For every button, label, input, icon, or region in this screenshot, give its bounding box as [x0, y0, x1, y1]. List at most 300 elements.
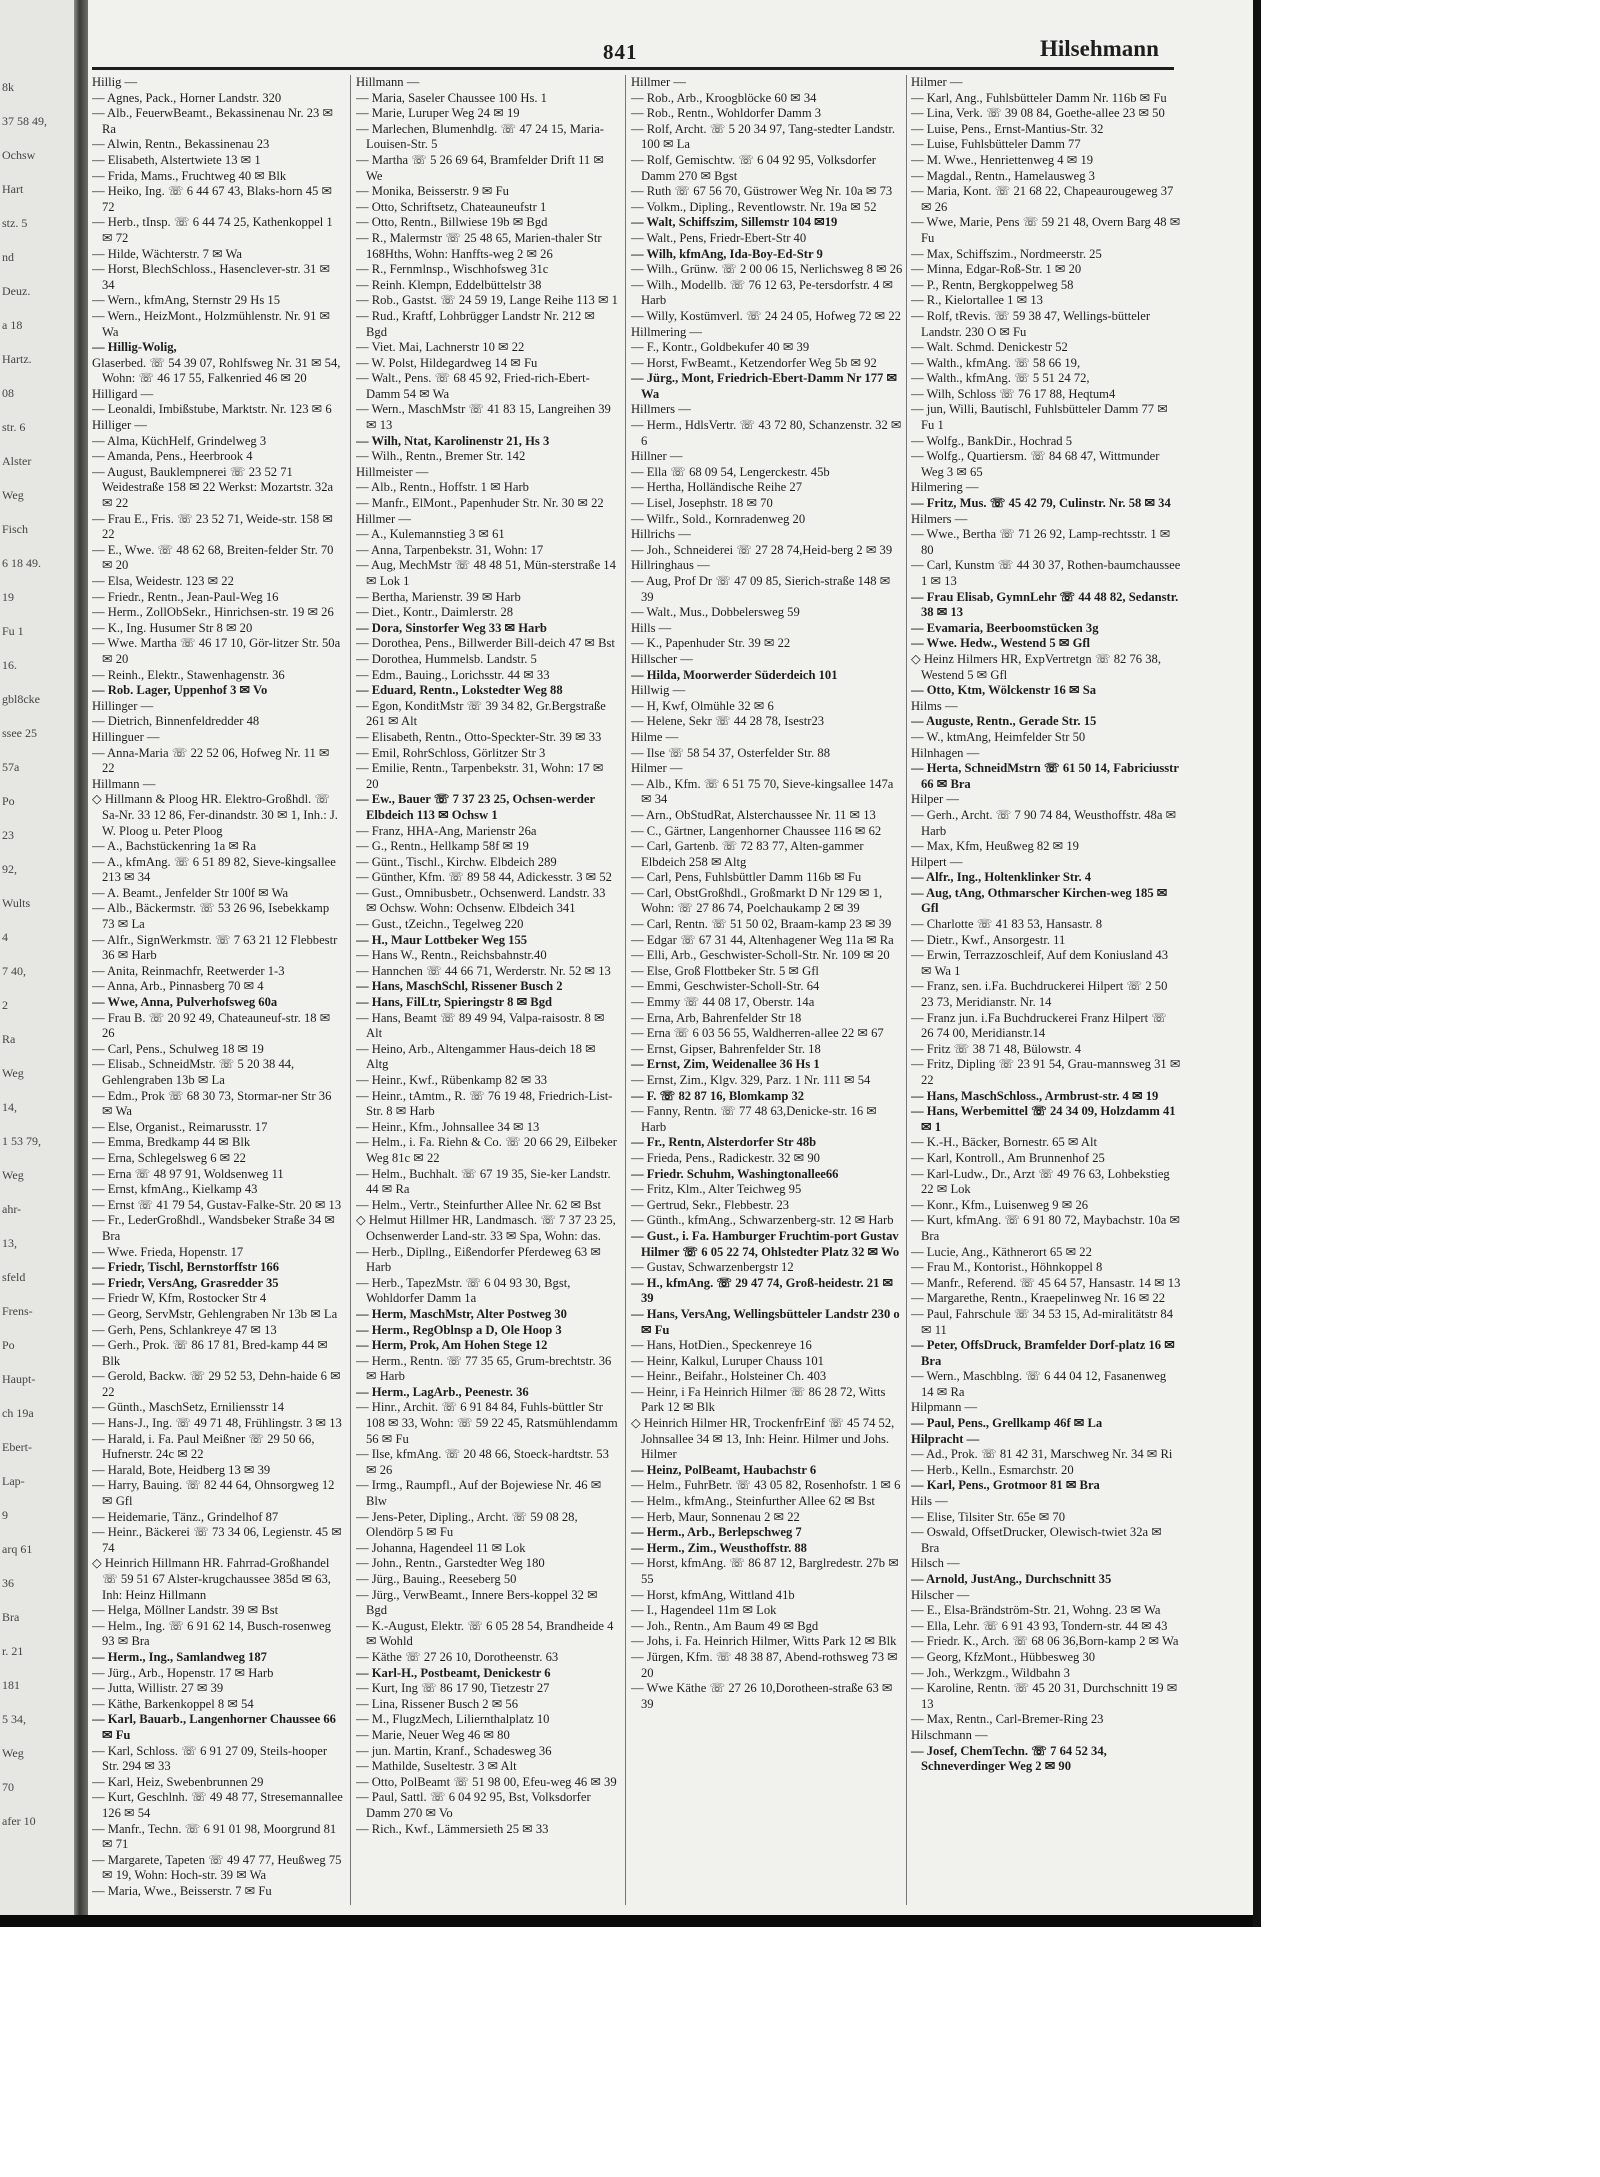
directory-entry: — R., Fernmlnsp., Wischhofsweg 31c — [356, 262, 549, 277]
directory-entry: — Elisabeth, Alstertwiete 13 ✉ 1 — [92, 152, 261, 167]
directory-entry: — F. ☏ 82 87 16, Blomkamp 32 — [631, 1088, 805, 1103]
directory-entry: — Frau M., Kontorist., Höhnkoppel 8 — [911, 1260, 1103, 1275]
directory-entry: — K.-H., Bäcker, Bornestr. 65 ✉ Alt — [911, 1135, 1097, 1150]
directory-entry: — Anna, Arb., Pinnasberg 70 ✉ 4 — [92, 979, 264, 994]
directory-entry: Hilpracht — — [911, 1431, 980, 1446]
directory-entry: — Harald, Bote, Heidberg 13 ✉ 39 — [92, 1462, 271, 1477]
directory-entry: — Rob., Arb., Kroogblöcke 60 ✉ 34 — [631, 90, 817, 105]
directory-entry: — Hans, HotDien., Speckenreye 16 — [631, 1338, 812, 1353]
directory-entry: — F., Kontr., Goldbekufer 40 ✉ 39 — [631, 340, 810, 355]
book-gutter — [74, 0, 88, 1915]
directory-entry: — Horst, FwBeamt., Ketzendorfer Weg 5b ✉ 92 — [631, 355, 877, 370]
directory-entry: — I., Hagendeel 11m ✉ Lok — [631, 1603, 777, 1618]
directory-entry: — Emmi, Geschwister-Scholl-Str. 64 — [631, 979, 820, 994]
directory-entry: — Alb., Kfm. ☏ 6 51 75 70, Sieve-kingsallee 147a ✉ 34 — [631, 776, 894, 807]
directory-entry: — Karoline, Rentn. ☏ 45 20 31, Durchschnitt 19 ✉ 13 — [911, 1681, 1178, 1711]
directory-entry: — Dietrich, Binnenfeldredder 48 — [92, 714, 260, 729]
directory-entry: — Kurt, kfmAng. ☏ 6 91 80 72, Maybachstr. 10a ✉ Bra — [911, 1213, 1181, 1243]
directory-entry: — Peter, OffsDruck, Bramfelder Dorf-platz 16 ✉ Bra — [911, 1338, 1175, 1368]
directory-entry: — Jutta, Willistr. 27 ✉ 39 — [92, 1681, 224, 1696]
directory-entry: — Alb., FeuerwBeamt., Bekassinenau Nr. 23 ✉ Ra — [92, 106, 334, 136]
directory-entry: — Marlechen, Blumenhdlg. ☏ 47 24 15, Maria-Louisen-Str. 5 — [356, 121, 604, 152]
directory-entry: — Anna-Maria ☏ 22 52 06, Hofweg Nr. 11 ✉ 22 — [92, 745, 330, 776]
directory-entry: — Gerold, Backw. ☏ 29 52 53, Dehn-haide 6 ✉ 22 — [92, 1369, 341, 1399]
directory-entry: — Helm., i. Fa. Riehn & Co. ☏ 20 66 29, Eilbeker Weg 81c ✉ 22 — [356, 1135, 617, 1165]
previous-page-fragment: 4 — [2, 930, 8, 944]
directory-entry: — Rud., Kraftf, Lohbrügger Landstr Nr. 212 ✉ Bgd — [356, 308, 595, 339]
directory-entry: — Gust., Omnibusbetr., Ochsenwerd. Landstr. 33 ✉ Ochsw. Wohn: Ochsenw. Elbdeich 341 — [356, 885, 606, 916]
directory-entry: — Elsa, Weidestr. 123 ✉ 22 — [92, 574, 234, 588]
directory-entry: — Martha ☏ 5 26 69 64, Bramfelder Drift 11 ✉ We — [356, 152, 604, 183]
previous-page-fragment: afer 10 — [2, 1814, 36, 1828]
previous-page-fragment: Bra — [2, 1610, 20, 1624]
directory-entry: — Manfr., Referend. ☏ 45 64 57, Hansastr. 14 ✉ 13 — [911, 1275, 1181, 1290]
surname-heading: Hilpmann — — [911, 1400, 978, 1415]
surname-heading: Hilliger — — [92, 418, 147, 433]
directory-entry: — E., Elsa-Brändström-Str. 21, Wohng. 23 ✉ Wa — [911, 1603, 1161, 1618]
directory-entry: — Günth., MaschSetz, Erniliensstr 14 — [92, 1400, 285, 1415]
previous-page-fragment: 13, — [2, 1236, 17, 1250]
directory-entry: — Friedr W, Kfm, Rostocker Str 4 — [92, 1291, 267, 1306]
directory-entry: — Ella, Lehr. ☏ 6 91 43 93, Tondern-str. 44 ✉ 43 — [911, 1618, 1168, 1633]
directory-entry: — Gust., i. Fa. Hamburger Fruchtim-port Gustav Hilmer ☏ 6 05 22 74, Ohlstedter Platz 32 ✉ Wo — [631, 1228, 900, 1259]
previous-page-fragment: 37 58 49, — [2, 114, 47, 128]
directory-entry: — Herb., tInsp. ☏ 6 44 74 25, Kathenkoppel 1 ✉ 72 — [92, 215, 333, 245]
directory-entry: — Konr., Kfm., Luisenweg 9 ✉ 26 — [911, 1197, 1089, 1212]
directory-entry: — Heinr, i Fa Heinrich Hilmer ☏ 86 28 72, Witts Park 12 ✉ Blk — [631, 1384, 886, 1415]
previous-page-fragment: Haupt- — [2, 1372, 36, 1386]
previous-page-fragment: str. 6 — [2, 420, 26, 434]
directory-entry: — Gerh., Prok. ☏ 86 17 81, Bred-kamp 44 ✉ Blk — [92, 1338, 328, 1368]
directory-entry: — Gustav, Schwarzenbergstr 12 — [631, 1260, 794, 1275]
directory-entry: — Hannchen ☏ 44 66 71, Werderstr. Nr. 52 ✉ 13 — [356, 963, 611, 978]
directory-entry: — Carl, Rentn. ☏ 51 50 02, Braam-kamp 23 ✉ 39 — [631, 917, 892, 932]
previous-page-fragment: 8k — [2, 80, 14, 94]
directory-entry: — Walt., Mus., Dobbelersweg 59 — [631, 605, 800, 620]
previous-page-fragment: arq 61 — [2, 1542, 33, 1556]
surname-heading: Hilms — — [911, 698, 958, 713]
directory-entry: — Heinr., Bäckerei ☏ 73 34 06, Legienstr. 45 ✉ 74 — [92, 1525, 342, 1555]
directory-entry: — Elisab., SchneidMstr. ☏ 5 20 38 44, Gehlengraben 13b ✉ La — [92, 1057, 295, 1087]
previous-page-fragment: Alster — [2, 454, 32, 468]
directory-entry: — Horst, BlechSchloss., Hasenclever-str. 31 ✉ 34 — [92, 262, 330, 292]
directory-entry: — Heinr., Kwf., Rübenkamp 82 ✉ 33 — [356, 1073, 548, 1087]
surname-heading: Hilmers — — [911, 511, 968, 526]
previous-page-fragment: gbl8cke — [2, 692, 40, 706]
directory-entry: — Josef, ChemTechn. ☏ 7 64 52 34, Schneverdinger Weg 2 ✉ 90 — [911, 1743, 1107, 1774]
directory-entry: — Dora, Sinstorfer Weg 33 ✉ Harb — [356, 620, 547, 635]
directory-entry: — Rob., Rentn., Wohldorfer Damm 3 — [631, 106, 822, 121]
directory-entry: — Hans, VersAng, Wellingsbütteler Landstr 230 o ✉ Fu — [631, 1306, 900, 1337]
directory-entry: — Franz jun. i.Fa Buchdruckerei Franz Hilpert ☏ 26 74 00, Meridianstr.14 — [911, 1010, 1168, 1041]
previous-page-fragment: 70 — [2, 1780, 14, 1794]
directory-entry: — Helm., FuhrBetr. ☏ 43 05 82, Rosenhofstr. 1 ✉ 6 — [631, 1478, 901, 1493]
previous-page-fragment: 5 34, — [2, 1712, 26, 1726]
directory-entry: — Aug, MechMstr ☏ 48 48 51, Mün-sterstraße 14 ✉ Lok 1 — [356, 558, 616, 588]
directory-entry: — Herm, Prok, Am Hohen Stege 12 — [356, 1338, 548, 1353]
directory-entry: — Helm., Vertr., Steinfurther Allee Nr. 62 ✉ Bst — [356, 1197, 602, 1212]
directory-entry: — Karl, Pens., Grotmoor 81 ✉ Bra — [911, 1478, 1100, 1493]
directory-entry: — Erna ☏ 6 03 56 55, Waldherren-allee 22 ✉ 67 — [631, 1026, 884, 1041]
directory-entry: — Volkm., Dipling., Reventlowstr. Nr. 19a ✉ 52 — [631, 199, 877, 214]
directory-entry: — Irmg., Raumpfl., Auf der Bojewiese Nr. 46 ✉ Blw — [356, 1478, 602, 1509]
directory-entry: — Walt, Schiffszim, Sillemstr 104 ✉19 — [631, 215, 838, 230]
directory-entry: — Anna, Tarpenbekstr. 31, Wohn: 17 — [356, 542, 544, 557]
directory-entry: — Lina, Verk. ☏ 39 08 84, Goethe-allee 23 ✉ 50 — [911, 106, 1165, 121]
directory-entry: — Heinz, PolBeamt, Haubachstr 6 — [631, 1462, 817, 1477]
directory-entry: — Marie, Luruper Weg 24 ✉ 19 — [356, 106, 520, 121]
directory-entry: — Max, Kfm, Heußweg 82 ✉ 19 — [911, 839, 1079, 854]
directory-entry: — Auguste, Rentn., Gerade Str. 15 — [911, 714, 1097, 729]
previous-page-fragment: Hartz. — [2, 352, 32, 366]
directory-entry: — Heinr., Beifahr., Holsteiner Ch. 403 — [631, 1369, 827, 1384]
directory-entry: — Jens-Peter, Dipling., Archt. ☏ 59 08 28, Olendörp 5 ✉ Fu — [356, 1509, 578, 1540]
directory-entry: — Helm., Buchhalt. ☏ 67 19 35, Sie-ker Landstr. 44 ✉ Ra — [356, 1166, 611, 1197]
directory-entry: — Jürg., Mont, Friedrich-Ebert-Damm Nr 177 ✉ Wa — [631, 371, 897, 401]
directory-entry: — Helm., Ing. ☏ 6 91 62 14, Busch-rosenweg 93 ✉ Bra — [92, 1618, 331, 1649]
directory-entry: — Fr., Rentn, Alsterdorfer Str 48b — [631, 1135, 817, 1150]
directory-entry: — Günt., Tischl., Kirchw. Elbdeich 289 — [356, 854, 557, 869]
directory-entry: — Hilde, Wächterstr. 7 ✉ Wa — [92, 246, 243, 261]
directory-entry: — Leonaldi, Imbißstube, Marktstr. Nr. 123 ✉ 6 — [92, 402, 332, 417]
directory-entry: — John., Rentn., Garstedter Weg 180 — [356, 1556, 545, 1571]
directory-entry: — Herm., Rentn. ☏ 77 35 65, Grum-brechtstr. 36 ✉ Harb — [356, 1353, 612, 1384]
surname-heading: Hillrichs — — [631, 527, 691, 542]
directory-entry: — Wwe. Hedw., Westend 5 ✉ Gfl — [911, 636, 1091, 651]
directory-entry: — Wwe. Frieda, Hopenstr. 17 — [92, 1244, 244, 1259]
directory-entry: — Karl, Ang., Fuhlsbütteler Damm Nr. 116b ✉ Fu — [911, 90, 1167, 105]
directory-column-2 — [356, 75, 618, 1915]
directory-entry: — Herb., Kelln., Esmarchstr. 20 — [911, 1462, 1074, 1477]
surname-heading: Hillinger — — [92, 698, 154, 713]
previous-page-edge — [0, 0, 74, 1915]
directory-entry: — Walt., Pens. ☏ 68 45 92, Fried-rich-Ebert-Damm 54 ✉ Wa — [356, 371, 590, 401]
directory-entry: ◇ Heinz Hilmers HR, ExpVertretgn ☏ 82 76 38, Westend 5 ✉ Gfl — [911, 651, 1161, 682]
directory-entry: — Frida, Mams., Fruchtweg 40 ✉ Blk — [92, 168, 287, 183]
directory-entry: — Rich., Kwf., Lämmersieth 25 ✉ 33 — [356, 1821, 549, 1836]
directory-entry: — Alwin, Rentn., Bekassinenau 23 — [92, 137, 270, 152]
directory-entry: Glaserbed. ☏ 54 39 07, Rohlfsweg Nr. 31 ✉ 54, Wohn: ☏ 46 17 55, Falkenried 46 ✉ 20 — [92, 355, 341, 386]
directory-entry: — Emilie, Rentn., Tarpenbekstr. 31, Wohn: 17 ✉ 20 — [356, 761, 604, 791]
directory-entry: — A., Kulemannstieg 3 ✉ 61 — [356, 527, 505, 542]
directory-entry: — Heino, Arb., Altengammer Haus-deich 18 ✉ Altg — [356, 1041, 596, 1072]
surname-heading: Hilligard — — [92, 386, 154, 401]
directory-entry: — Joh., Rentn., Am Baum 49 ✉ Bgd — [631, 1618, 819, 1633]
directory-entry: — Bertha, Marienstr. 39 ✉ Harb — [356, 589, 521, 604]
directory-entry: — Dietr., Kwf., Ansorgestr. 11 — [911, 932, 1066, 947]
directory-entry: — Monika, Beisserstr. 9 ✉ Fu — [356, 184, 509, 199]
directory-entry: — Max, Schiffszim., Nordmeerstr. 25 — [911, 246, 1102, 261]
directory-entry: — Manfr., Techn. ☏ 6 91 01 98, Moorgrund 81 ✉ 71 — [92, 1821, 337, 1852]
directory-entry: — Jürg., Arb., Hopenstr. 17 ✉ Harb — [92, 1665, 274, 1680]
directory-entry: — Margarete, Tapeten ☏ 49 47 77, Heußweg 75 ✉ 19, Wohn: Hoch-str. 39 ✉ Wa — [92, 1852, 342, 1883]
directory-entry: — P., Rentn, Bergkoppelweg 58 — [911, 277, 1074, 292]
directory-entry: ◇ Hillmann & Ploog HR. Elektro-Großhdl. ☏ Sa-Nr. 33 12 86, Fer-dinandstr. 30 ✉ 1, Inh.: J. W. Ploog u. Peter Ploog — [92, 792, 338, 838]
directory-entry: — Helene, Sekr ☏ 44 28 78, Isestr23 — [631, 714, 825, 729]
directory-entry: — Dorothea, Pens., Billwerder Bill-deich 47 ✉ Bst — [356, 636, 615, 651]
directory-entry: — Arn., ObStudRat, Alsterchaussee Nr. 11 ✉ 13 — [631, 807, 876, 822]
directory-entry: — K.-August, Elektr. ☏ 6 05 28 54, Brandheide 4 ✉ Wohld — [356, 1618, 614, 1649]
directory-entry: — W. Polst, Hildegardweg 14 ✉ Fu — [356, 355, 538, 370]
previous-page-fragment: Weg — [2, 1066, 24, 1080]
directory-entry: — Johs, i. Fa. Heinrich Hilmer, Witts Park 12 ✉ Blk — [631, 1634, 897, 1649]
directory-entry: — Alfr., SignWerkmstr. ☏ 7 63 21 12 Flebbestr 36 ✉ Harb — [92, 932, 338, 963]
directory-entry: — Herm., Ing., Samlandweg 187 — [92, 1649, 267, 1664]
directory-entry: — Friedr. K., Arch. ☏ 68 06 36,Born-kamp 2 ✉ Wa — [911, 1634, 1179, 1649]
directory-entry: — Manfr., ElMont., Papenhuder Str. Nr. 30 ✉ 22 — [356, 496, 604, 511]
directory-entry: — C., Gärtner, Langenhorner Chaussee 116 ✉ 62 — [631, 823, 882, 838]
directory-entry: — Else, Groß Flottbeker Str. 5 ✉ Gfl — [631, 963, 819, 978]
directory-entry: — Hans, FilLtr, Spieringstr 8 ✉ Bgd — [356, 995, 552, 1010]
directory-entry: — Edm., Prok ☏ 68 30 73, Stormar-ner Str 36 ✉ Wa — [92, 1088, 332, 1119]
directory-entry: — Walt. Schmd. Denickestr 52 — [911, 340, 1068, 355]
directory-entry: — Luise, Fuhlsbütteler Damm 77 — [911, 137, 1081, 152]
directory-entry: — Fanny, Rentn. ☏ 77 48 63,Denicke-str. 16 ✉ Harb — [631, 1104, 877, 1134]
directory-entry: — Günth., kfmAng., Schwarzenberg-str. 12 ✉ Harb — [631, 1213, 894, 1228]
directory-entry: — Harald, i. Fa. Paul Meißner ☏ 29 50 66, Hufnerstr. 24c ✉ 22 — [92, 1431, 315, 1462]
surname-heading: Hilmering — — [911, 480, 979, 495]
directory-entry: — A. Beamt., Jenfelder Str 100f ✉ Wa — [92, 885, 289, 900]
directory-entry: — Gust., tZeichn., Tegelweg 220 — [356, 917, 524, 932]
directory-entry: — Rob. Lager, Uppenhof 3 ✉ Vo — [92, 683, 268, 698]
directory-entry: — Hans, Werbemittel ☏ 24 34 09, Holzdamm 41 ✉ 1 — [911, 1104, 1176, 1134]
directory-entry: — Emil, RohrSchloss, Görlitzer Str 3 — [356, 745, 546, 760]
directory-entry: — Otto, Rentn., Billwiese 19b ✉ Bgd — [356, 215, 548, 230]
surname-heading: Hillmers — — [631, 402, 691, 417]
directory-entry: — Wwe., Bertha ☏ 71 26 92, Lamp-rechtsstr. 1 ✉ 80 — [911, 527, 1171, 557]
directory-entry: — H., Maur Lottbeker Weg 155 — [356, 932, 528, 947]
directory-entry: — Hans W., Rentn., Reichsbahnstr.40 — [356, 948, 547, 963]
directory-entry: — Franz, sen. i.Fa. Buchdruckerei Hilpert ☏ 2 50 23 73, Meridianstr. Nr. 14 — [911, 979, 1168, 1010]
previous-page-fragment: ch 19a — [2, 1406, 34, 1420]
previous-page-fragment: stz. 5 — [2, 216, 28, 230]
directory-entry: — Anita, Reinmachfr, Reetwerder 1-3 — [92, 963, 285, 978]
directory-entry: — Wwe Käthe ☏ 27 26 10,Dorotheen-straße 63 ✉ 39 — [631, 1681, 893, 1711]
directory-entry: — Wilh, Schloss ☏ 76 17 88, Heqtum4 — [911, 386, 1116, 401]
previous-page-fragment: Po — [2, 794, 15, 808]
directory-entry: — Herb, Maur, Sonnenau 2 ✉ 22 — [631, 1509, 800, 1524]
column-divider — [625, 75, 626, 1905]
directory-entry: — Lina, Rissener Busch 2 ✉ 56 — [356, 1696, 519, 1711]
directory-entry: — Wilh., Grünw. ☏ 2 00 06 15, Nerlichsweg 8 ✉ 26 — [631, 262, 903, 277]
directory-entry: — Rolf, Gemischtw. ☏ 6 04 92 95, Volksdorfer Damm 270 ✉ Bgst — [631, 152, 876, 183]
directory-entry: — Friedr, VersAng, Grasredder 35 — [92, 1275, 279, 1290]
directory-entry: — Helm., kfmAng., Steinfurther Allee 62 ✉ Bst — [631, 1494, 875, 1509]
directory-entry: — Herm., ZollObSekr., Hinrichsen-str. 19 ✉ 26 — [92, 605, 334, 620]
directory-entry: — Erwin, Terrazzoschleif, Auf dem Koniusland 43 ✉ Wa 1 — [911, 948, 1168, 978]
directory-entry: — Wilh, kfmAng, Ida-Boy-Ed-Str 9 — [631, 246, 823, 261]
directory-entry: — Hans-J., Ing. ☏ 49 71 48, Frühlingstr. 3 ✉ 13 — [92, 1416, 342, 1431]
directory-entry: — Frieda, Pens., Radickestr. 32 ✉ 90 — [631, 1150, 820, 1165]
directory-entry: — Charlotte ☏ 41 83 53, Hansastr. 8 — [911, 917, 1102, 932]
directory-entry: — Fritz, Klm., Alter Teichweg 95 — [631, 1182, 802, 1197]
directory-entry: — Wolfg., BankDir., Hochrad 5 — [911, 433, 1073, 448]
page-number: 841 — [603, 40, 638, 64]
directory-entry: — Arnold, JustAng., Durchschnitt 35 — [911, 1572, 1112, 1586]
previous-page-fragment: Wults — [2, 896, 31, 910]
directory-entry: — Heiko, Ing. ☏ 6 44 67 43, Blaks-horn 45 ✉ 72 — [92, 184, 333, 214]
directory-entry: — Carl, Pens, Fuhlsbüttler Damm 116b ✉ Fu — [631, 870, 862, 885]
surname-heading: Hillmann — — [92, 776, 156, 791]
directory-entry: ◇ Helmut Hillmer HR, Landmasch. ☏ 7 37 23 25, Ochsenwerder Land-str. 33 ✉ Spa, Wohn: das. — [356, 1213, 616, 1243]
directory-column-1 — [92, 75, 344, 1915]
directory-entry: — Walt., Pens, Friedr-Ebert-Str 40 — [631, 230, 807, 245]
surname-heading: Hillinguer — — [92, 729, 160, 744]
previous-page-fragment: 7 40, — [2, 964, 26, 978]
previous-page-fragment: Deuz. — [2, 284, 31, 298]
directory-entry: — Hillig-Wolig, — [92, 340, 177, 355]
directory-entry: — Magdal., Rentn., Hamelausweg 3 — [911, 168, 1095, 183]
surname-heading: Hillmann — — [356, 75, 420, 89]
directory-entry: — Heidemarie, Tänz., Grindelhof 87 — [92, 1509, 279, 1524]
directory-entry: — Otto, PolBeamt ☏ 51 98 00, Efeu-weg 46 ✉ 39 — [356, 1774, 617, 1789]
directory-entry: — G., Rentn., Hellkamp 58f ✉ 19 — [356, 839, 529, 854]
directory-entry: — M., FlugzMech, Liliernthalplatz 10 — [356, 1712, 550, 1727]
directory-entry: — Herb., TapezMstr. ☏ 6 04 93 30, Bgst, Wohldorfer Damm 1a — [356, 1275, 571, 1306]
directory-entry: — M. Wwe., Henriettenweg 4 ✉ 19 — [911, 152, 1094, 167]
previous-page-fragment: 19 — [2, 590, 14, 604]
directory-entry: — Herm., Zim., Weusthoffstr. 88 — [631, 1540, 807, 1555]
directory-entry: — Jürgen, Kfm. ☏ 48 38 87, Abend-rothsweg 73 ✉ 20 — [631, 1649, 898, 1680]
directory-entry: — Lisel, Josephstr. 18 ✉ 70 — [631, 496, 773, 511]
directory-entry: — Erna, Schlegelsweg 6 ✉ 22 — [92, 1150, 246, 1165]
previous-page-fragment: Fu 1 — [2, 624, 24, 638]
directory-entry: — Joh., Werkzgm., Wildbahn 3 — [911, 1665, 1070, 1680]
scan-right-edge — [1253, 0, 1261, 1927]
directory-entry: — R., Kielortallee 1 ✉ 13 — [911, 293, 1043, 308]
directory-entry: — Max, Rentn., Carl-Bremer-Ring 23 — [911, 1712, 1104, 1727]
directory-entry: — K., Papenhuder Str. 39 ✉ 22 — [631, 636, 791, 651]
directory-entry: — Emmy ☏ 44 08 17, Oberstr. 14a — [631, 995, 815, 1010]
previous-page-fragment: 36 — [2, 1576, 14, 1590]
directory-entry: — Heinr, Kalkul, Luruper Chauss 101 — [631, 1353, 824, 1368]
previous-page-fragment: 14, — [2, 1100, 17, 1114]
directory-entry: — Mathilde, Suseltestr. 3 ✉ Alt — [356, 1759, 517, 1774]
directory-entry: — Hans, MaschSchloss., Armbrust-str. 4 ✉ 19 — [911, 1088, 1159, 1103]
directory-entry: — Erna ☏ 48 97 91, Woldsenweg 11 — [92, 1166, 284, 1181]
directory-entry: — Karl, Heiz, Swebenbrunnen 29 — [92, 1774, 264, 1789]
directory-entry: — Paul, Fahrschule ☏ 34 53 15, Ad-miralitätstr 84 ✉ 11 — [911, 1306, 1173, 1337]
directory-entry: — Wern., kfmAng, Sternstr 29 Hs 15 — [92, 293, 280, 308]
directory-entry: — Agnes, Pack., Horner Landstr. 320 — [92, 90, 282, 105]
directory-entry: — Gerh., Archt. ☏ 7 90 74 84, Weusthoffstr. 48a ✉ Harb — [911, 807, 1177, 838]
directory-entry: — Käthe ☏ 27 26 10, Dorotheenstr. 63 — [356, 1649, 559, 1664]
directory-entry: — Rob., Gastst. ☏ 24 59 19, Lange Reihe 113 ✉ 1 — [356, 293, 618, 308]
directory-entry: — Otto, Schriftsetz, Chateauneufstr 1 — [356, 199, 547, 214]
directory-entry: — Heinr., Kfm., Johnsallee 34 ✉ 13 — [356, 1119, 540, 1134]
previous-page-fragment: Ebert- — [2, 1440, 32, 1454]
directory-entry: — Ilse, kfmAng. ☏ 20 48 66, Stoeck-hardtstr. 53 ✉ 26 — [356, 1447, 609, 1477]
directory-entry: — Hinr., Archit. ☏ 6 91 84 84, Fuhls-büttler Str 108 ✉ 33, Wohn: ☏ 59 22 45, Ratsmühlendamm 56 ✉ Fu — [356, 1400, 618, 1446]
directory-entry: — E., Wwe. ☏ 48 62 68, Breiten-felder Str. 70 ✉ 20 — [92, 542, 334, 573]
directory-entry: — Elli, Arb., Geschwister-Scholl-Str. Nr. 109 ✉ 20 — [631, 948, 890, 963]
previous-page-fragment: Ra — [2, 1032, 16, 1046]
previous-page-fragment: a 18 — [2, 318, 23, 332]
surname-heading: Hilme — — [631, 729, 679, 744]
directory-entry: — Karl-H., Postbeamt, Denickestr 6 — [356, 1665, 551, 1680]
directory-entry: — Aug, tAng, Othmarscher Kirchen-weg 185 ✉ Gfl — [911, 885, 1168, 916]
directory-entry: — H., kfmAng. ☏ 29 47 74, Groß-heidestr. 21 ✉ 39 — [631, 1275, 894, 1306]
directory-entry: — Lucie, Ang., Käthnerort 65 ✉ 22 — [911, 1244, 1092, 1259]
directory-column-3 — [631, 75, 903, 1915]
directory-entry: — Edm., Bauing., Lorichsstr. 44 ✉ 33 — [356, 667, 550, 682]
directory-entry: — Ernst, Gipser, Bahrenfelder Str. 18 — [631, 1041, 821, 1056]
directory-entry: — Wwe. Martha ☏ 46 17 10, Gör-litzer Str. 50a ✉ 20 — [92, 636, 341, 666]
surname-heading: Hilmer — — [911, 75, 963, 89]
directory-entry: — Franz, HHA-Ang, Marienstr 26a — [356, 823, 537, 838]
directory-entry: — Jürg., Bauing., Reeseberg 50 — [356, 1572, 517, 1586]
directory-column-4 — [911, 75, 1181, 1915]
previous-page-fragment: Po — [2, 1338, 15, 1352]
previous-page-fragment: Weg — [2, 488, 24, 502]
directory-entry: — Ella ☏ 68 09 54, Lengerckestr. 45b — [631, 464, 830, 479]
directory-entry: — Aug, Prof Dr ☏ 47 09 85, Sierich-straße 148 ✉ 39 — [631, 574, 891, 604]
running-head: Hilsehmann — [1040, 36, 1159, 61]
directory-entry: — Kurt, Ing ☏ 86 17 90, Tietzestr 27 — [356, 1681, 550, 1696]
directory-entry: — Ernst, Zim., Klgv. 329, Parz. 1 Nr. 111 ✉ 54 — [631, 1073, 871, 1087]
surname-heading: Hillmeister — — [356, 464, 429, 479]
directory-entry: — Herta, SchneidMstrn ☏ 61 50 14, Fabriciusstr 66 ✉ Bra — [911, 761, 1179, 791]
previous-page-fragment: sfeld — [2, 1270, 26, 1284]
directory-entry: — Herm., HdlsVertr. ☏ 43 72 80, Schanzenstr. 32 ✉ 6 — [631, 418, 902, 448]
directory-entry: — Erna, Arb, Bahrenfelder Str 18 — [631, 1010, 802, 1025]
directory-entry: — Paul, Sattl. ☏ 6 04 92 95, Bst, Volksdorfer Damm 270 ✉ Vo — [356, 1790, 591, 1820]
directory-entry: — Fr., LederGroßhdl., Wandsbeker Straße 34 ✉ Bra — [92, 1213, 335, 1243]
directory-entry: — Friedr., Rentn., Jean-Paul-Weg 16 — [92, 589, 279, 604]
surname-heading: Hillscher — — [631, 651, 693, 666]
directory-entry: — Kurt, Geschlnh. ☏ 49 48 77, Stresemannallee 126 ✉ 54 — [92, 1790, 343, 1820]
directory-entry: — Herm., RegOblnsp a D, Ole Hoop 3 — [356, 1322, 562, 1337]
directory-entry: — Joh., Schneiderei ☏ 27 28 74,Heid-berg 2 ✉ 39 — [631, 542, 893, 557]
directory-entry: — Horst, kfmAng. ☏ 86 87 12, Barglredestr. 27b ✉ 55 — [631, 1556, 899, 1586]
directory-entry: — Walth., kfmAng. ☏ 5 51 24 72, — [911, 371, 1090, 386]
previous-page-fragment: Weg — [2, 1746, 24, 1760]
surname-heading: Hilmer — — [631, 761, 683, 776]
directory-entry: — Frau E., Fris. ☏ 23 52 71, Weide-str. 158 ✉ 22 — [92, 511, 333, 542]
directory-entry: — Elisabeth, Rentn., Otto-Speckter-Str. 39 ✉ 33 — [356, 729, 602, 744]
directory-entry: — Gertrud, Sekr., Flebbestr. 23 — [631, 1197, 790, 1212]
directory-entry: — Jürg., VerwBeamt., Innere Bers-koppel 32 ✉ Bgd — [356, 1587, 598, 1618]
directory-entry: — Herm., Arb., Berlepschweg 7 — [631, 1525, 802, 1540]
directory-entry: — Alma, KüchHelf, Grindelweg 3 — [92, 433, 267, 448]
directory-entry: — Maria, Saseler Chaussee 100 Hs. 1 — [356, 90, 547, 105]
column-divider — [350, 75, 351, 1905]
directory-entry: — Wilh., Modellb. ☏ 76 12 63, Pe-tersdorfstr. 4 ✉ Harb — [631, 277, 894, 308]
directory-entry: — Ernst, kfmAng., Kielkamp 43 — [92, 1182, 258, 1197]
directory-entry: — Maria, Kont. ☏ 21 68 22, Chapeaurougeweg 37 ✉ 26 — [911, 184, 1174, 214]
surname-heading: Hilscher — — [911, 1587, 970, 1602]
previous-page-fragment: 57a — [2, 760, 20, 774]
directory-entry: — Hilda, Moorwerder Süderdeich 101 — [631, 667, 838, 682]
previous-page-fragment: 08 — [2, 386, 14, 400]
previous-page-fragment: ahr- — [2, 1202, 22, 1216]
directory-entry: — Wern., MaschMstr ☏ 41 83 15, Langreihen 39 ✉ 13 — [356, 402, 611, 433]
directory-entry: — Reinh., Elektr., Stawenhagenstr. 36 — [92, 667, 285, 682]
directory-entry: — A., kfmAng. ☏ 6 51 89 82, Sieve-kingsallee 213 ✉ 34 — [92, 854, 336, 885]
directory-entry: — Karl, Kontroll., Am Brunnenhof 25 — [911, 1150, 1105, 1165]
surname-heading: Hillmer — — [356, 511, 411, 526]
directory-entry: — Otto, Ktm, Wölckenstr 16 ✉ Sa — [911, 683, 1096, 698]
directory-entry: ◇ Heinrich Hilmer HR, TrockenfrEinf ☏ 45 74 52, Johnsallee 34 ✉ 13, Inh: Heinr. Hilmer und Johs. Hilmer — [631, 1416, 895, 1462]
surname-heading: Hillmer — — [631, 75, 686, 89]
directory-entry: — Ew., Bauer ☏ 7 37 23 25, Ochsen-werder Elbdeich 113 ✉ Ochsw 1 — [356, 792, 595, 822]
previous-page-fragment: 23 — [2, 828, 14, 842]
directory-entry: — Hans, MaschSchl, Rissener Busch 2 — [356, 979, 563, 994]
directory-entry: — Margarethe, Rentn., Kraepelinweg Nr. 16 ✉ 22 — [911, 1291, 1166, 1306]
surname-heading: Hilnhagen — — [911, 745, 980, 760]
surname-heading: Hillwig — — [631, 683, 686, 698]
directory-entry: — Ernst ☏ 41 79 54, Gustav-Falke-Str. 20 ✉ 13 — [92, 1197, 342, 1212]
